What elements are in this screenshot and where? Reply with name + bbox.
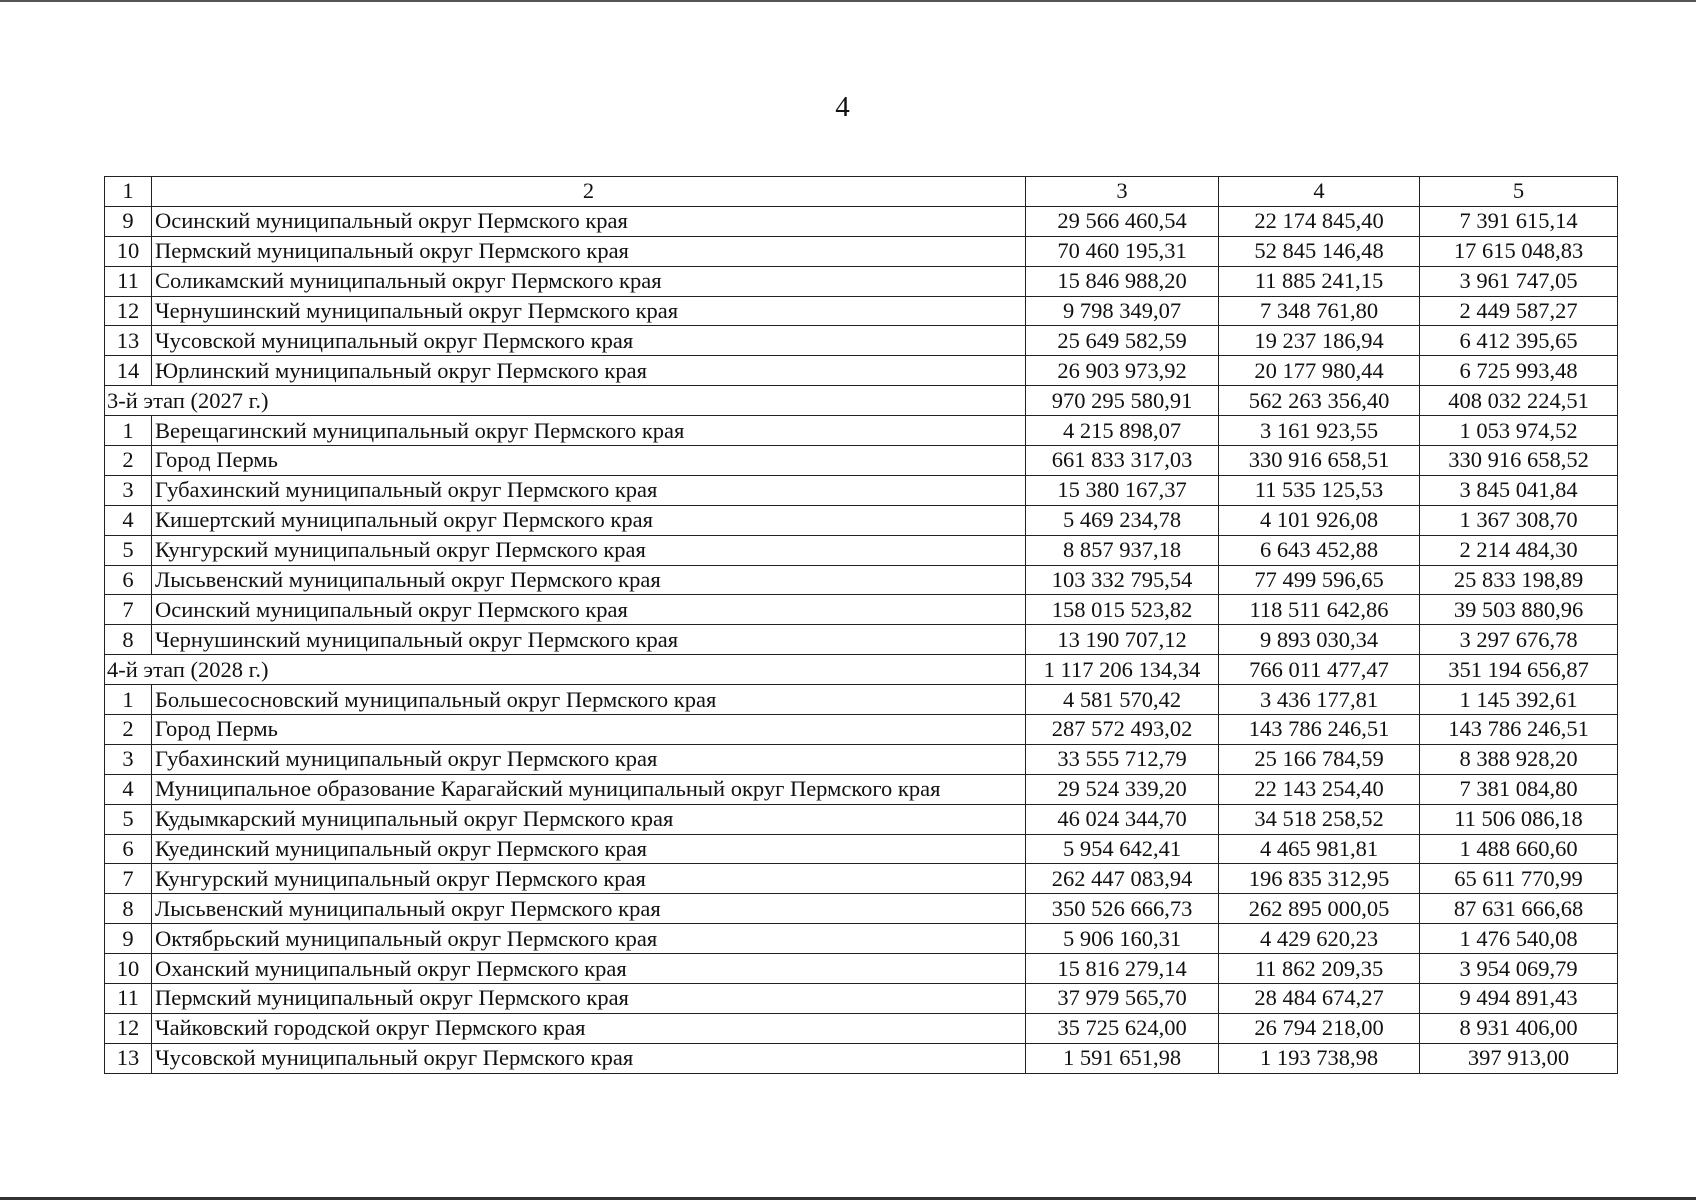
municipality-name: Чернушинский муниципальный округ Пермского края bbox=[152, 625, 1026, 655]
table-row bbox=[105, 446, 1618, 476]
value-col-5: 65 611 770,99 bbox=[1420, 864, 1618, 894]
table-row bbox=[105, 685, 1618, 715]
municipality-name: Кудымкарский муниципальный округ Пермского края bbox=[152, 804, 1026, 834]
value-col-5: 2 214 484,30 bbox=[1420, 535, 1618, 565]
value-col-4: 22 174 845,40 bbox=[1219, 206, 1420, 236]
value-col-3: 350 526 666,73 bbox=[1026, 894, 1219, 924]
value-col-5: 1 053 974,52 bbox=[1420, 416, 1618, 446]
value-col-4: 11 885 241,15 bbox=[1219, 266, 1420, 296]
value-col-3: 103 332 795,54 bbox=[1026, 565, 1219, 595]
value-col-3: 15 380 167,37 bbox=[1026, 475, 1219, 505]
value-col-4: 562 263 356,40 bbox=[1219, 386, 1420, 416]
municipality-name: Пермский муниципальный округ Пермского края bbox=[152, 984, 1026, 1014]
value-col-3: 158 015 523,82 bbox=[1026, 595, 1219, 625]
header-col-3: 3 bbox=[1026, 177, 1219, 207]
value-col-5: 351 194 656,87 bbox=[1420, 655, 1618, 685]
value-col-4: 4 429 620,23 bbox=[1219, 924, 1420, 954]
table-row bbox=[105, 864, 1618, 894]
value-col-5: 7 391 615,14 bbox=[1420, 206, 1618, 236]
table-row bbox=[105, 356, 1618, 386]
value-col-3: 70 460 195,31 bbox=[1026, 236, 1219, 266]
value-col-5: 2 449 587,27 bbox=[1420, 296, 1618, 326]
table-row bbox=[105, 475, 1618, 505]
value-col-4: 4 465 981,81 bbox=[1219, 834, 1420, 864]
value-col-4: 77 499 596,65 bbox=[1219, 565, 1420, 595]
table-row bbox=[105, 326, 1618, 356]
value-col-4: 11 535 125,53 bbox=[1219, 475, 1420, 505]
municipality-name: Октябрьский муниципальный округ Пермского края bbox=[152, 924, 1026, 954]
municipality-name: Кунгурский муниципальный округ Пермского края bbox=[152, 864, 1026, 894]
row-number: 4 bbox=[105, 774, 152, 804]
row-number: 9 bbox=[105, 206, 152, 236]
municipality-name: Чернушинский муниципальный округ Пермского края bbox=[152, 296, 1026, 326]
funding-table bbox=[104, 176, 1618, 1074]
row-number: 12 bbox=[105, 296, 152, 326]
value-col-4: 34 518 258,52 bbox=[1219, 804, 1420, 834]
municipality-name: Юрлинский муниципальный округ Пермского края bbox=[152, 356, 1026, 386]
value-col-5: 39 503 880,96 bbox=[1420, 595, 1618, 625]
value-col-4: 1 193 738,98 bbox=[1219, 1043, 1420, 1073]
value-col-3: 661 833 317,03 bbox=[1026, 446, 1219, 476]
value-col-4: 6 643 452,88 bbox=[1219, 535, 1420, 565]
header-col-4: 4 bbox=[1219, 177, 1420, 207]
value-col-3: 970 295 580,91 bbox=[1026, 386, 1219, 416]
table-row bbox=[105, 894, 1618, 924]
value-col-4: 9 893 030,34 bbox=[1219, 625, 1420, 655]
value-col-5: 8 931 406,00 bbox=[1420, 1013, 1618, 1043]
row-number: 8 bbox=[105, 894, 152, 924]
municipality-name: Осинский муниципальный округ Пермского края bbox=[152, 206, 1026, 236]
row-number: 10 bbox=[105, 954, 152, 984]
value-col-5: 1 145 392,61 bbox=[1420, 685, 1618, 715]
value-col-5: 408 032 224,51 bbox=[1420, 386, 1618, 416]
row-number: 3 bbox=[105, 744, 152, 774]
table-row bbox=[105, 1013, 1618, 1043]
value-col-3: 8 857 937,18 bbox=[1026, 535, 1219, 565]
table-row bbox=[105, 744, 1618, 774]
row-number: 6 bbox=[105, 834, 152, 864]
value-col-5: 3 954 069,79 bbox=[1420, 954, 1618, 984]
value-col-3: 25 649 582,59 bbox=[1026, 326, 1219, 356]
value-col-4: 143 786 246,51 bbox=[1219, 715, 1420, 745]
value-col-3: 9 798 349,07 bbox=[1026, 296, 1219, 326]
value-col-5: 87 631 666,68 bbox=[1420, 894, 1618, 924]
table-row bbox=[105, 1043, 1618, 1073]
page-number: 4 bbox=[835, 91, 850, 123]
column-number-row bbox=[105, 177, 1618, 207]
header-col-2: 2 bbox=[152, 177, 1026, 207]
row-number: 13 bbox=[105, 326, 152, 356]
row-number: 8 bbox=[105, 625, 152, 655]
value-col-3: 5 954 642,41 bbox=[1026, 834, 1219, 864]
value-col-4: 3 436 177,81 bbox=[1219, 685, 1420, 715]
table-row bbox=[105, 834, 1618, 864]
municipality-name: Город Пермь bbox=[152, 715, 1026, 745]
value-col-3: 35 725 624,00 bbox=[1026, 1013, 1219, 1043]
value-col-5: 3 297 676,78 bbox=[1420, 625, 1618, 655]
municipality-name: Губахинский муниципальный округ Пермского края bbox=[152, 744, 1026, 774]
value-col-3: 13 190 707,12 bbox=[1026, 625, 1219, 655]
row-number: 10 bbox=[105, 236, 152, 266]
table-row bbox=[105, 416, 1618, 446]
value-col-5: 6 412 395,65 bbox=[1420, 326, 1618, 356]
municipality-name: Лысьвенский муниципальный округ Пермского края bbox=[152, 894, 1026, 924]
value-col-4: 766 011 477,47 bbox=[1219, 655, 1420, 685]
header-col-1: 1 bbox=[105, 177, 152, 207]
value-col-3: 29 566 460,54 bbox=[1026, 206, 1219, 236]
row-number: 5 bbox=[105, 535, 152, 565]
value-col-4: 118 511 642,86 bbox=[1219, 595, 1420, 625]
value-col-3: 29 524 339,20 bbox=[1026, 774, 1219, 804]
row-number: 6 bbox=[105, 565, 152, 595]
row-number: 4 bbox=[105, 505, 152, 535]
table-row bbox=[105, 206, 1618, 236]
row-number: 11 bbox=[105, 984, 152, 1014]
header-col-5: 5 bbox=[1420, 177, 1618, 207]
value-col-3: 262 447 083,94 bbox=[1026, 864, 1219, 894]
value-col-5: 1 488 660,60 bbox=[1420, 834, 1618, 864]
value-col-4: 3 161 923,55 bbox=[1219, 416, 1420, 446]
value-col-5: 25 833 198,89 bbox=[1420, 565, 1618, 595]
value-col-3: 15 846 988,20 bbox=[1026, 266, 1219, 296]
row-number: 9 bbox=[105, 924, 152, 954]
value-col-5: 1 476 540,08 bbox=[1420, 924, 1618, 954]
table-row bbox=[105, 774, 1618, 804]
municipality-name: Пермский муниципальный округ Пермского края bbox=[152, 236, 1026, 266]
value-col-4: 19 237 186,94 bbox=[1219, 326, 1420, 356]
value-col-4: 22 143 254,40 bbox=[1219, 774, 1420, 804]
value-col-4: 25 166 784,59 bbox=[1219, 744, 1420, 774]
value-col-3: 15 816 279,14 bbox=[1026, 954, 1219, 984]
table-row bbox=[105, 236, 1618, 266]
table-row bbox=[105, 565, 1618, 595]
value-col-5: 143 786 246,51 bbox=[1420, 715, 1618, 745]
table-row bbox=[105, 505, 1618, 535]
value-col-4: 11 862 209,35 bbox=[1219, 954, 1420, 984]
row-number: 11 bbox=[105, 266, 152, 296]
stage-row bbox=[105, 655, 1618, 685]
row-number: 5 bbox=[105, 804, 152, 834]
value-col-3: 4 215 898,07 bbox=[1026, 416, 1219, 446]
value-col-4: 330 916 658,51 bbox=[1219, 446, 1420, 476]
table-row bbox=[105, 984, 1618, 1014]
value-col-5: 8 388 928,20 bbox=[1420, 744, 1618, 774]
value-col-3: 1 591 651,98 bbox=[1026, 1043, 1219, 1073]
value-col-4: 26 794 218,00 bbox=[1219, 1013, 1420, 1043]
value-col-5: 3 845 041,84 bbox=[1420, 475, 1618, 505]
value-col-5: 9 494 891,43 bbox=[1420, 984, 1618, 1014]
value-col-3: 33 555 712,79 bbox=[1026, 744, 1219, 774]
value-col-5: 17 615 048,83 bbox=[1420, 236, 1618, 266]
value-col-4: 262 895 000,05 bbox=[1219, 894, 1420, 924]
row-number: 7 bbox=[105, 864, 152, 894]
row-number: 12 bbox=[105, 1013, 152, 1043]
municipality-name: Кунгурский муниципальный округ Пермского края bbox=[152, 535, 1026, 565]
scan-top-edge bbox=[0, 0, 1696, 2]
value-col-3: 1 117 206 134,34 bbox=[1026, 655, 1219, 685]
table-row bbox=[105, 535, 1618, 565]
value-col-3: 287 572 493,02 bbox=[1026, 715, 1219, 745]
value-col-4: 28 484 674,27 bbox=[1219, 984, 1420, 1014]
table-row bbox=[105, 625, 1618, 655]
table-row bbox=[105, 595, 1618, 625]
value-col-3: 46 024 344,70 bbox=[1026, 804, 1219, 834]
table-row bbox=[105, 266, 1618, 296]
value-col-4: 4 101 926,08 bbox=[1219, 505, 1420, 535]
table-row bbox=[105, 804, 1618, 834]
value-col-5: 3 961 747,05 bbox=[1420, 266, 1618, 296]
municipality-name: Чусовской муниципальный округ Пермского края bbox=[152, 1043, 1026, 1073]
value-col-5: 11 506 086,18 bbox=[1420, 804, 1618, 834]
row-number: 13 bbox=[105, 1043, 152, 1073]
row-number: 2 bbox=[105, 715, 152, 745]
table-body bbox=[105, 177, 1618, 1074]
municipality-name: Город Пермь bbox=[152, 446, 1026, 476]
value-col-3: 4 581 570,42 bbox=[1026, 685, 1219, 715]
municipality-name: Чайковский городской округ Пермского края bbox=[152, 1013, 1026, 1043]
row-number: 7 bbox=[105, 595, 152, 625]
row-number: 2 bbox=[105, 446, 152, 476]
value-col-5: 6 725 993,48 bbox=[1420, 356, 1618, 386]
municipality-name: Оханский муниципальный округ Пермского края bbox=[152, 954, 1026, 984]
municipality-name: Лысьвенский муниципальный округ Пермского края bbox=[152, 565, 1026, 595]
table-row bbox=[105, 296, 1618, 326]
municipality-name: Соликамский муниципальный округ Пермского края bbox=[152, 266, 1026, 296]
value-col-4: 52 845 146,48 bbox=[1219, 236, 1420, 266]
value-col-4: 196 835 312,95 bbox=[1219, 864, 1420, 894]
value-col-4: 20 177 980,44 bbox=[1219, 356, 1420, 386]
value-col-5: 7 381 084,80 bbox=[1420, 774, 1618, 804]
row-number: 1 bbox=[105, 685, 152, 715]
table-row bbox=[105, 715, 1618, 745]
municipality-name: Верещагинский муниципальный округ Пермского края bbox=[152, 416, 1026, 446]
value-col-3: 26 903 973,92 bbox=[1026, 356, 1219, 386]
value-col-3: 5 906 160,31 bbox=[1026, 924, 1219, 954]
municipality-name: Куединский муниципальный округ Пермского края bbox=[152, 834, 1026, 864]
value-col-5: 397 913,00 bbox=[1420, 1043, 1618, 1073]
stage-label: 3-й этап (2027 г.) bbox=[105, 386, 1026, 416]
municipality-name: Большесосновский муниципальный округ Пермского края bbox=[152, 685, 1026, 715]
municipality-name: Губахинский муниципальный округ Пермского края bbox=[152, 475, 1026, 505]
value-col-3: 37 979 565,70 bbox=[1026, 984, 1219, 1014]
value-col-5: 330 916 658,52 bbox=[1420, 446, 1618, 476]
row-number: 3 bbox=[105, 475, 152, 505]
value-col-5: 1 367 308,70 bbox=[1420, 505, 1618, 535]
value-col-3: 5 469 234,78 bbox=[1026, 505, 1219, 535]
value-col-4: 7 348 761,80 bbox=[1219, 296, 1420, 326]
row-number: 14 bbox=[105, 356, 152, 386]
municipality-name: Кишертский муниципальный округ Пермского края bbox=[152, 505, 1026, 535]
stage-row bbox=[105, 386, 1618, 416]
municipality-name: Чусовской муниципальный округ Пермского края bbox=[152, 326, 1026, 356]
stage-label: 4-й этап (2028 г.) bbox=[105, 655, 1026, 685]
row-number: 1 bbox=[105, 416, 152, 446]
municipality-name: Муниципальное образование Карагайский муниципальный округ Пермского края bbox=[152, 774, 1026, 804]
municipality-name: Осинский муниципальный округ Пермского края bbox=[152, 595, 1026, 625]
table-row bbox=[105, 954, 1618, 984]
table-row bbox=[105, 924, 1618, 954]
